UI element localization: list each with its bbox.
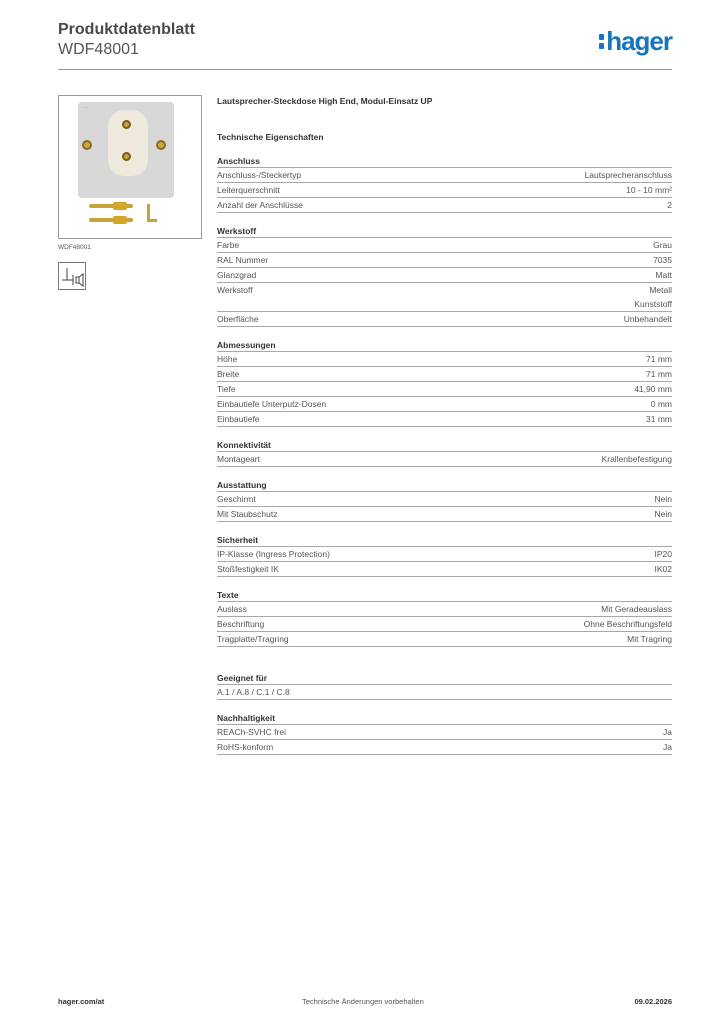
property-row bbox=[217, 238, 672, 253]
property-label: Oberfläche bbox=[217, 314, 259, 324]
group-title: Nachhaltigkeit bbox=[217, 712, 672, 725]
property-value bbox=[653, 238, 672, 252]
property-row bbox=[217, 725, 672, 740]
property-row bbox=[217, 352, 672, 367]
group-title: Ausstattung bbox=[217, 479, 672, 492]
property-value-line: Matt bbox=[655, 270, 672, 280]
product-name: Lautsprecher-Steckdose High End, Modul-Einsatz UP bbox=[217, 96, 433, 106]
property-value bbox=[646, 352, 672, 366]
property-row bbox=[217, 253, 672, 268]
property-row bbox=[217, 198, 672, 213]
property-row bbox=[217, 632, 672, 647]
property-row bbox=[217, 740, 672, 755]
group-title: Konnektivität bbox=[217, 439, 672, 452]
property-label: IP-Klasse (Ingress Protection) bbox=[217, 549, 330, 559]
property-label: Einbautiefe Unterputz-Dosen bbox=[217, 399, 327, 409]
footer-date: 09.02.2026 bbox=[634, 997, 672, 1006]
property-value-line: 71 mm bbox=[646, 369, 672, 379]
property-value-line: Ja bbox=[663, 727, 672, 737]
property-row bbox=[217, 507, 672, 522]
property-row bbox=[217, 562, 672, 577]
property-value bbox=[646, 367, 672, 381]
group-title: Anschluss bbox=[217, 155, 672, 168]
property-label: Anschluss-/Steckertyp bbox=[217, 170, 302, 180]
angled-plug bbox=[147, 204, 157, 222]
section-heading: Technische Eigenschaften bbox=[217, 132, 324, 142]
speaker-socket-symbol-icon bbox=[58, 262, 86, 290]
property-value bbox=[626, 183, 672, 197]
property-value bbox=[655, 268, 672, 282]
property-value-line: Lautsprecheranschluss bbox=[584, 170, 672, 180]
bolt-right bbox=[156, 140, 166, 150]
property-label: RoHS-konform bbox=[217, 742, 274, 752]
property-row bbox=[217, 547, 672, 562]
property-label: Montageart bbox=[217, 454, 260, 464]
footer-disclaimer: Technische Änderungen vorbehalten bbox=[302, 997, 424, 1006]
group-title: Abmessungen bbox=[217, 339, 672, 352]
property-value bbox=[602, 452, 672, 466]
property-value bbox=[667, 198, 672, 212]
property-value bbox=[651, 397, 672, 411]
plug-head-bottom bbox=[113, 216, 127, 224]
group-title: Geeignet für bbox=[217, 672, 672, 685]
plate-marking: ··· bbox=[82, 105, 88, 111]
bolt-left bbox=[82, 140, 92, 150]
logo-text: hager bbox=[606, 26, 672, 56]
data-sheet-content bbox=[217, 95, 672, 755]
image-caption: WDF48001 bbox=[58, 244, 91, 251]
property-value bbox=[663, 740, 672, 754]
property-value bbox=[655, 562, 673, 576]
property-label: RAL Nummer bbox=[217, 255, 269, 265]
page-footer bbox=[58, 993, 672, 1009]
property-value-line: 31 mm bbox=[646, 414, 672, 424]
property-value-line: Kunststoff bbox=[634, 299, 672, 309]
property-label: Stoßfestigkeit IK bbox=[217, 564, 279, 574]
property-value-line: IK02 bbox=[654, 564, 672, 574]
property-value-line: Unbehandelt bbox=[623, 314, 672, 324]
property-row bbox=[217, 617, 672, 632]
property-label: A.1 / A.8 / C.1 / C.8 bbox=[217, 687, 290, 697]
property-label: Geschirmt bbox=[217, 494, 256, 504]
property-label: Mit Staubschutz bbox=[217, 509, 278, 519]
property-row bbox=[217, 685, 672, 700]
terminal-top bbox=[122, 120, 131, 129]
page-header bbox=[58, 20, 672, 70]
property-row bbox=[217, 412, 672, 427]
property-value bbox=[585, 168, 672, 182]
property-value bbox=[624, 312, 672, 326]
property-value-line: 0 mm bbox=[650, 399, 672, 409]
property-row bbox=[217, 492, 672, 507]
property-value-line: Mit Geradeauslass bbox=[601, 604, 672, 614]
property-value bbox=[655, 507, 672, 521]
plug-head-top bbox=[113, 202, 127, 210]
property-row bbox=[217, 397, 672, 412]
property-value-line: Metall bbox=[649, 285, 672, 295]
property-value bbox=[655, 492, 672, 506]
property-value-line: 2 bbox=[667, 200, 672, 210]
property-value bbox=[646, 412, 672, 426]
property-value-line: Nein bbox=[654, 509, 672, 519]
property-row bbox=[217, 183, 672, 198]
property-value bbox=[663, 725, 672, 739]
terminal-bottom bbox=[122, 152, 131, 161]
property-label: Einbautiefe bbox=[217, 414, 260, 424]
footer-website: hager.com/at bbox=[58, 997, 105, 1006]
property-label: Breite bbox=[217, 369, 240, 379]
property-value bbox=[627, 632, 672, 646]
property-label: Tragplatte/Tragring bbox=[217, 634, 289, 644]
property-value bbox=[653, 253, 672, 267]
property-value bbox=[601, 602, 672, 616]
property-label: REACh-SVHC frei bbox=[217, 727, 286, 737]
property-value-line: Nein bbox=[654, 494, 672, 504]
property-row bbox=[217, 367, 672, 382]
group-title: Texte bbox=[217, 589, 672, 602]
property-value-line: Grau bbox=[653, 240, 672, 250]
property-value-line: 41,90 mm bbox=[634, 384, 672, 394]
property-value-line: Krallenbefestigung bbox=[601, 454, 672, 464]
property-value bbox=[655, 547, 673, 561]
property-value bbox=[634, 283, 672, 311]
property-groups bbox=[217, 155, 672, 755]
logo-colon-icon bbox=[599, 31, 604, 51]
group-title: Sicherheit bbox=[217, 534, 672, 547]
document-title: Produktdatenblatt bbox=[58, 21, 195, 38]
property-label: Anzahl der Anschlüsse bbox=[217, 200, 303, 210]
property-label: Glanzgrad bbox=[217, 270, 257, 280]
property-value-line: Ja bbox=[663, 742, 672, 752]
socket-plate bbox=[78, 102, 174, 198]
property-row bbox=[217, 168, 672, 183]
property-label: Farbe bbox=[217, 240, 240, 250]
product-image bbox=[58, 95, 202, 239]
property-label: Beschriftung bbox=[217, 619, 265, 629]
property-value bbox=[634, 382, 672, 396]
property-value-line: 71 mm bbox=[646, 354, 672, 364]
property-label: Höhe bbox=[217, 354, 238, 364]
property-label: Auslass bbox=[217, 604, 247, 614]
property-row bbox=[217, 312, 672, 327]
property-value-line: IP20 bbox=[654, 549, 672, 559]
property-label: Werkstoff bbox=[217, 285, 253, 295]
socket-insert bbox=[108, 110, 148, 176]
property-row bbox=[217, 283, 672, 312]
hager-logo bbox=[599, 27, 672, 55]
property-value-line: 10 - 10 mm² bbox=[626, 185, 672, 195]
property-value bbox=[584, 617, 672, 631]
property-value-line: 7035 bbox=[653, 255, 672, 265]
property-label: Leiterquerschnitt bbox=[217, 185, 280, 195]
group-title: Werkstoff bbox=[217, 225, 672, 238]
property-row bbox=[217, 602, 672, 617]
property-row bbox=[217, 382, 672, 397]
property-value-line: Ohne Beschriftungsfeld bbox=[583, 619, 672, 629]
property-row bbox=[217, 452, 672, 467]
property-value-line: Mit Tragring bbox=[627, 634, 672, 644]
property-row bbox=[217, 268, 672, 283]
property-label: Tiefe bbox=[217, 384, 236, 394]
product-code: WDF48001 bbox=[58, 41, 139, 58]
